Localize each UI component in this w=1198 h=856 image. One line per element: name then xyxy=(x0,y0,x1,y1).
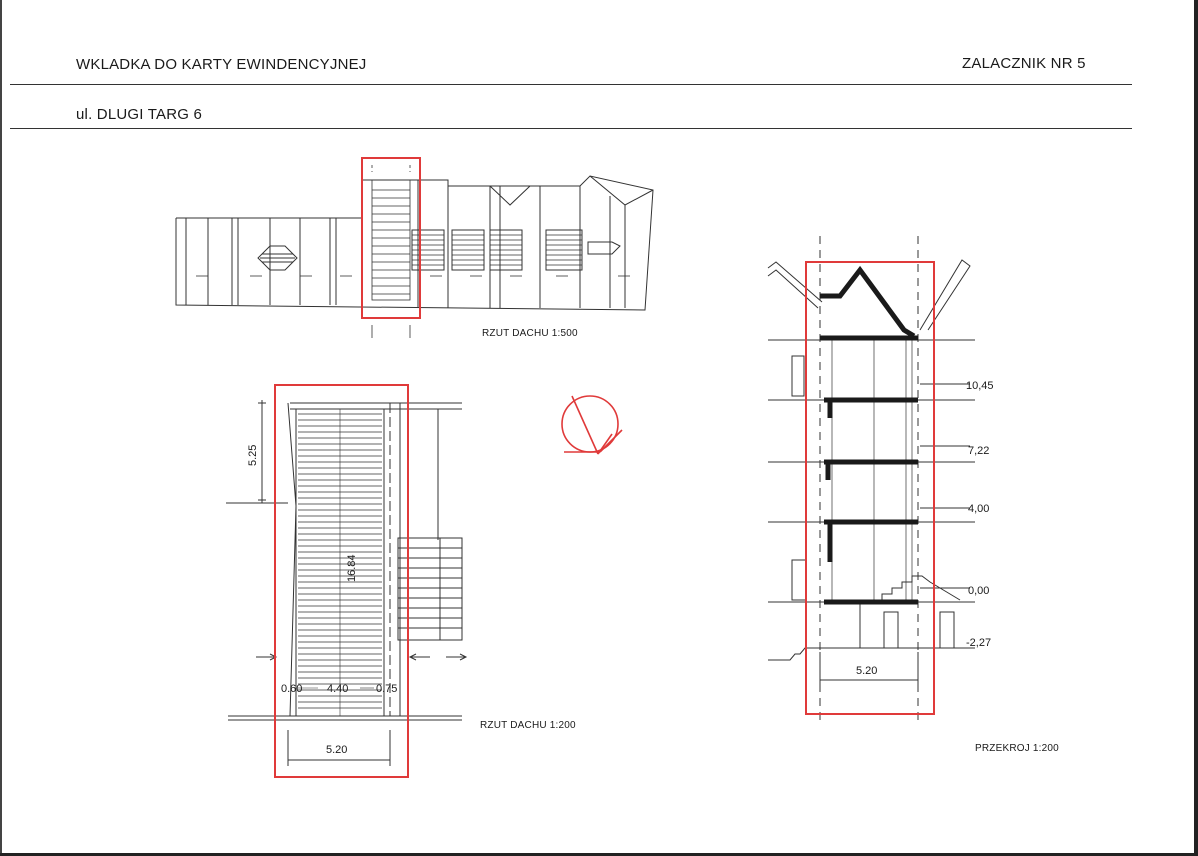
dim-total-width: 5.20 xyxy=(326,744,348,756)
level-4-00: 4,00 xyxy=(968,503,990,515)
level-minus-2-27: -2,27 xyxy=(966,637,992,649)
level-10-45: 10,45 xyxy=(966,380,994,392)
highlight-box-section xyxy=(806,262,934,714)
attachment-number: ZALACZNIK NR 5 xyxy=(962,55,1086,72)
level-7-22: 7,22 xyxy=(968,445,990,457)
dim-left-height: 5.25 xyxy=(247,444,259,466)
caption-section: PRZEKROJ 1:200 xyxy=(975,743,1059,754)
dim-center-width: 4.40 xyxy=(327,683,349,695)
dim-section-width: 5.20 xyxy=(856,665,878,677)
address-label: ul. DLUGI TARG 6 xyxy=(76,106,203,123)
caption-roof-plan-200: RZUT DACHU 1:200 xyxy=(480,720,576,731)
document-title: WKLADKA DO KARTY EWINDENCYJNEJ xyxy=(76,56,367,73)
caption-roof-plan-500: RZUT DACHU 1:500 xyxy=(482,328,578,339)
dim-left-offset: 0.60 xyxy=(281,683,303,695)
dim-roof-length: 16.84 xyxy=(346,554,358,582)
dim-right-offset: 0.75 xyxy=(376,683,398,695)
level-0-00: 0,00 xyxy=(968,585,990,597)
